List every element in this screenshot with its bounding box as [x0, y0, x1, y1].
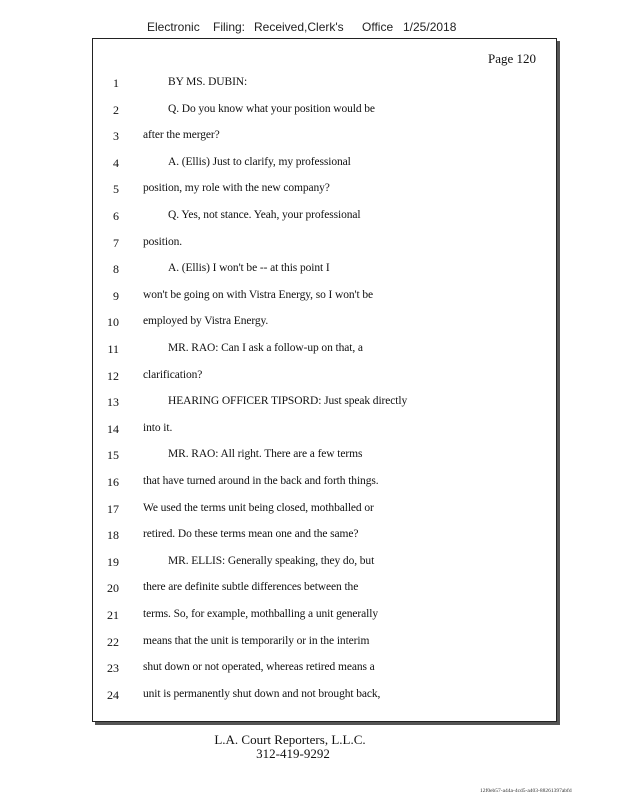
line-number: 23 — [107, 661, 119, 676]
stamp-date: 1/25/2018 — [403, 20, 457, 34]
stamp-word-received-clerks: Received,Clerk's — [254, 20, 344, 34]
transcript-line: position, my role with the new company? — [143, 182, 330, 195]
transcript-line: HEARING OFFICER TIPSORD: Just speak directly — [168, 395, 408, 408]
stamp-word-office: Office — [362, 20, 394, 34]
stamp-word-electronic: Electronic — [147, 20, 200, 34]
reporter-phone: 312-419-9292 — [256, 746, 330, 761]
line-number: 3 — [113, 129, 119, 144]
page-number: Page 120 — [487, 51, 536, 66]
line-number: 17 — [107, 501, 119, 516]
line-number: 6 — [113, 209, 119, 223]
line-number: 20 — [107, 581, 119, 596]
line-number: 24 — [107, 687, 119, 702]
transcript-line: Q. Do you know what your position would be — [168, 102, 375, 115]
transcript-line: Q. Yes, not stance. Yeah, your professional — [168, 209, 361, 221]
transcript-line: We used the terms unit being closed, mothballed or — [143, 501, 374, 514]
line-number: 16 — [107, 475, 119, 489]
transcript-line: A. (Ellis) I won't be -- at this point I — [168, 262, 330, 275]
transcript-line: after the merger? — [143, 129, 220, 142]
line-number: 8 — [113, 262, 119, 277]
line-number: 10 — [107, 315, 119, 330]
reporter-company: L.A. Court Reporters, L.L.C. — [214, 732, 366, 747]
transcript-line: MR. RAO: Can I ask a follow-up on that, a — [168, 342, 363, 354]
transcript-line: A. (Ellis) Just to clarify, my professional — [168, 155, 351, 168]
line-number: 13 — [107, 395, 119, 410]
line-number: 19 — [107, 554, 119, 569]
transcript-line: BY MS. DUBIN: — [168, 76, 248, 88]
reporter-footer — [0, 733, 618, 761]
transcript-line: that have turned around in the back and forth things. — [143, 475, 379, 487]
line-number: 7 — [113, 235, 119, 250]
transcript-line: won't be going on with Vistra Energy, so I won't be — [143, 288, 374, 301]
transcript-line: position. — [143, 235, 183, 248]
line-number: 4 — [113, 155, 119, 170]
line-number: 11 — [107, 342, 119, 356]
transcript-line: there are definite subtle differences between the — [143, 581, 359, 594]
transcript-line: into it. — [143, 421, 173, 434]
stamp-word-filing: Filing: — [213, 20, 246, 34]
transcript-line: retired. Do these terms mean one and the same? — [143, 528, 359, 541]
filing-stamp-header — [147, 20, 463, 34]
line-number: 1 — [113, 76, 119, 90]
line-number: 14 — [107, 421, 119, 436]
line-number: 5 — [113, 182, 119, 197]
line-number: 12 — [107, 368, 119, 383]
transcript-line: terms. So, for example, mothballing a unit generally — [143, 608, 378, 620]
transcript-line: unit is permanently shut down and not brought back, — [143, 687, 381, 700]
transcript-line: MR. RAO: All right. There are a few terms — [168, 448, 363, 461]
line-number: 21 — [107, 608, 119, 622]
transcript-line: means that the unit is temporarily or in the interim — [143, 634, 370, 647]
transcript-line: shut down or not operated, whereas retired means a — [143, 661, 375, 674]
line-number: 15 — [107, 448, 119, 463]
transcript-line: employed by Vistra Energy. — [143, 315, 269, 328]
transcript-line: MR. ELLIS: Generally speaking, they do, but — [168, 554, 375, 567]
line-number: 2 — [113, 102, 119, 117]
line-number: 18 — [107, 528, 119, 543]
transcript-line: clarification? — [143, 368, 203, 381]
document-id: 12f0eb57-a44a-4cd5-a403-88261397abfd — [480, 788, 572, 794]
line-number: 22 — [107, 634, 119, 649]
transcript-page — [92, 38, 557, 722]
line-number: 9 — [113, 288, 119, 303]
